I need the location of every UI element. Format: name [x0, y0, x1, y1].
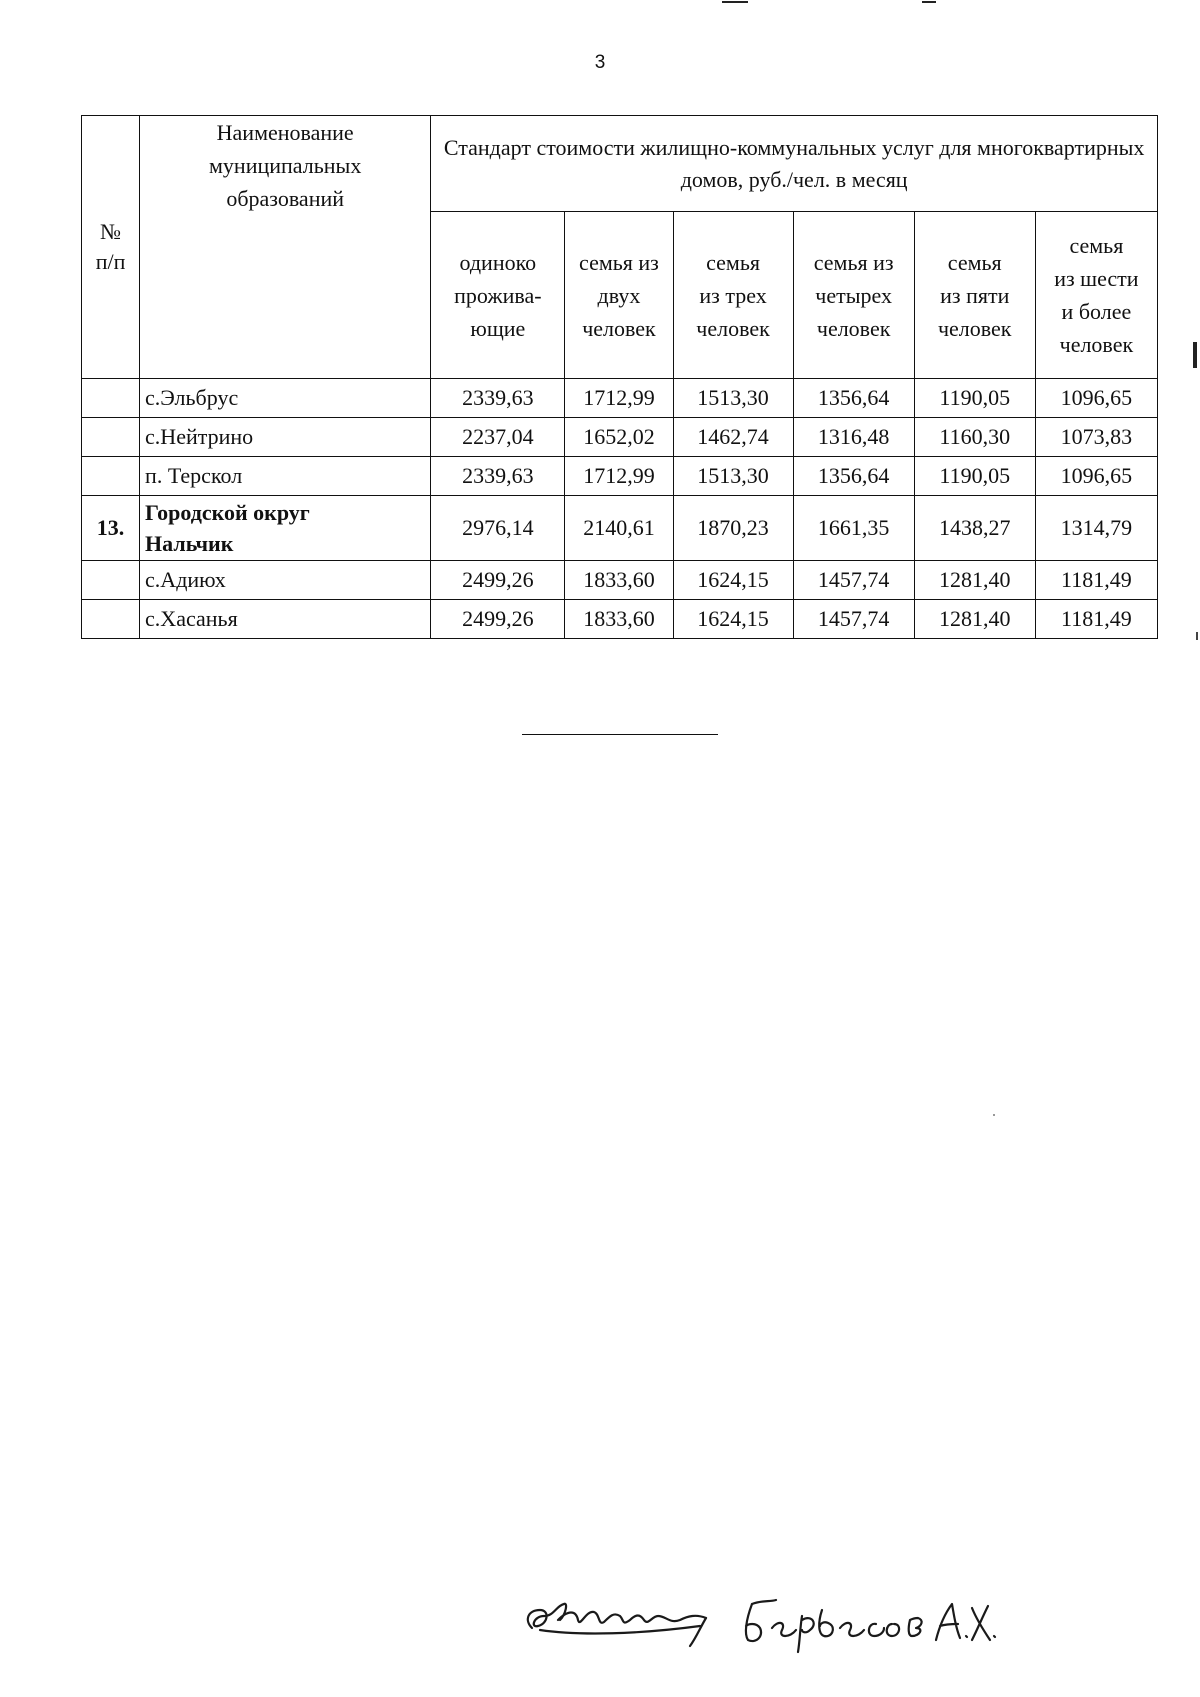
row-number: [82, 600, 140, 639]
table-row: [82, 418, 1158, 457]
header-col-single: одиноко прожива- ющие: [431, 212, 565, 379]
row-value: 1457,74: [793, 561, 914, 600]
row-municipality: с.Нейтрино: [140, 418, 431, 457]
page-number: 3: [594, 52, 606, 73]
header-col-family-2: семья из двух человек: [565, 212, 673, 379]
row-value: 1870,23: [673, 496, 793, 561]
row-number: [82, 379, 140, 418]
row-municipality: с.Адиюх: [140, 561, 431, 600]
row-number: [82, 561, 140, 600]
row-municipality: п. Терскол: [140, 457, 431, 496]
scan-artifact-top-left: [722, 1, 748, 3]
row-number: 13.: [82, 496, 140, 561]
row-value: 1281,40: [914, 600, 1035, 639]
row-value: 1833,60: [565, 600, 673, 639]
table-row-district-total: [82, 496, 1158, 561]
row-number: [82, 418, 140, 457]
row-value: 2140,61: [565, 496, 673, 561]
row-value: 1096,65: [1035, 457, 1157, 496]
row-municipality: Городской округ Нальчик: [140, 496, 431, 561]
row-value: 1314,79: [1035, 496, 1157, 561]
row-value: 1712,99: [565, 457, 673, 496]
row-value: 1181,49: [1035, 600, 1157, 639]
row-value: 1652,02: [565, 418, 673, 457]
row-value: 1624,15: [673, 561, 793, 600]
handwritten-signature: [520, 1580, 1000, 1660]
row-value: 1356,64: [793, 457, 914, 496]
header-cost-standard-group: Стандарт стоимости жилищно-коммунальных услуг для многоквартирных домов, руб./чел. в месяц: [431, 116, 1158, 212]
table-row: [82, 600, 1158, 639]
scan-speck: [993, 1114, 995, 1116]
row-value: 2499,26: [431, 561, 565, 600]
header-col-family-6-plus: семья из шести и более человек: [1035, 212, 1157, 379]
row-value: 1438,27: [914, 496, 1035, 561]
row-value: 1190,05: [914, 457, 1035, 496]
scan-artifact-right-edge: [1193, 342, 1197, 368]
end-of-table-rule: [522, 734, 718, 735]
table-row: [82, 457, 1158, 496]
row-value: 1073,83: [1035, 418, 1157, 457]
header-col-family-4: семья из четырех человек: [793, 212, 914, 379]
scan-artifact-top-right: [922, 1, 936, 3]
header-municipality-name: Наименование муниципальных образований: [140, 116, 431, 379]
row-value: 2237,04: [431, 418, 565, 457]
row-value: 2976,14: [431, 496, 565, 561]
row-value: 1281,40: [914, 561, 1035, 600]
row-value: 1462,74: [673, 418, 793, 457]
row-value: 1513,30: [673, 457, 793, 496]
table-row: [82, 379, 1158, 418]
row-municipality: с.Хасанья: [140, 600, 431, 639]
row-value: 1190,05: [914, 379, 1035, 418]
row-value: 1457,74: [793, 600, 914, 639]
row-number: [82, 457, 140, 496]
housing-cost-standard-table: [81, 115, 1158, 639]
header-col-family-3: семья из трех человек: [673, 212, 793, 379]
row-value: 1316,48: [793, 418, 914, 457]
row-value: 1356,64: [793, 379, 914, 418]
row-value: 2339,63: [431, 457, 565, 496]
row-value: 1833,60: [565, 561, 673, 600]
header-number: № п/п: [82, 116, 140, 379]
header-col-family-5: семья из пяти человек: [914, 212, 1035, 379]
row-value: 1712,99: [565, 379, 673, 418]
table-row: [82, 561, 1158, 600]
row-value: 2499,26: [431, 600, 565, 639]
scan-artifact-right-dot: [1196, 632, 1198, 640]
row-value: 2339,63: [431, 379, 565, 418]
row-value: 1624,15: [673, 600, 793, 639]
row-value: 1181,49: [1035, 561, 1157, 600]
row-value: 1513,30: [673, 379, 793, 418]
row-value: 1661,35: [793, 496, 914, 561]
row-value: 1096,65: [1035, 379, 1157, 418]
row-municipality: с.Эльбрус: [140, 379, 431, 418]
row-value: 1160,30: [914, 418, 1035, 457]
